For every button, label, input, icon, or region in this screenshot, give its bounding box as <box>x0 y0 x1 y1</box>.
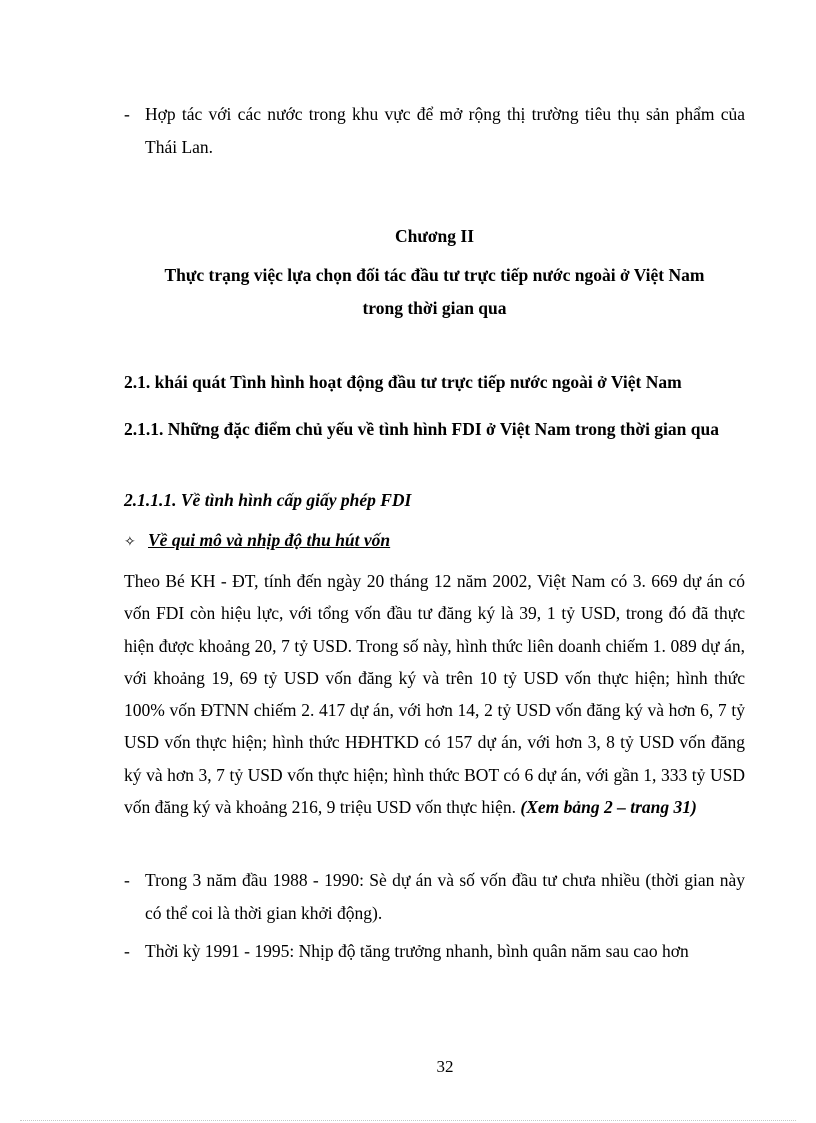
section-2-1-heading: 2.1. khái quát Tình hình hoạt động đầu tư trực tiếp nước ngoài ở Việt Nam <box>124 372 682 392</box>
intro-bullet <box>124 98 745 164</box>
bullet-1991-text: Thời kỳ 1991 - 1995: Nhịp độ tăng trưởng nhanh, bình quân năm sau cao hơn <box>145 941 689 961</box>
diamond-bullet-icon: ✧ <box>124 535 136 550</box>
bullet-dash: - <box>124 941 130 961</box>
chapter-label: Chương II <box>394 226 475 246</box>
intro-bullet-text: Hợp tác với các nước trong khu vực để mở rộng thị trường tiêu thụ sản phẩm của Thái Lan. <box>145 104 745 157</box>
chapter-title-line2: trong thời gian qua <box>362 298 507 318</box>
bullet-1991-1995 <box>124 935 745 968</box>
table-reference: (Xem bảng 2 – trang 31) <box>520 797 697 818</box>
footer-divider <box>20 1120 796 1121</box>
page-number: 32 <box>436 1057 454 1076</box>
subsection-title: Về qui mô và nhịp độ thu hút vốn <box>148 530 391 550</box>
bullet-1988-1990 <box>124 864 745 930</box>
chapter-title-line1: Thực trạng việc lựa chọn đối tác đầu tư trực tiếp nước ngoài ở Việt Nam <box>164 265 705 285</box>
bullet-1988-text: Trong 3 năm đầu 1988 - 1990: Sè dự án và số vốn đầu tư chưa nhiều (thời gian này có thể coi là thời gian khởi động). <box>145 870 745 923</box>
section-2-1-1-heading: 2.1.1. Những đặc điểm chủ yếu về tình hình FDI ở Việt Nam trong thời gian qua <box>124 419 719 439</box>
bullet-dash: - <box>124 104 130 124</box>
main-paragraph-text: Theo Bé KH - ĐT, tính đến ngày 20 tháng 12 năm 2002, Việt Nam có 3. 669 dự án có vốn FDI còn hiệu lực, với tổng vốn đầu tư đăng ký là 39, 1 tỷ USD, trong đó đã thực hiện được khoảng 20, 7 tỷ USD. Trong số này, hình thức liên doanh chiếm 1. 089 dự án, với khoảng 19, 69 tỷ USD vốn đăng ký và trên 10 tỷ USD vốn thực hiện; hình thức 100% vốn ĐTNN chiếm 2. 417 dự án, với hơn 14, 2 tỷ USD vốn đăng ký và hơn 6, 7 tỷ USD vốn thực hiện; hình thức HĐHTKD có 157 dự án, với hơn 3, 8 tỷ USD vốn đăng ký và hơn 3, 7 tỷ USD vốn thực hiện; hình thức BOT có 6 dự án, với gần 1, 333 tỷ USD vốn đăng ký và khoảng 216, 9 triệu USD vốn thực hiện. <box>124 571 745 818</box>
main-paragraph <box>124 565 745 823</box>
bullet-dash: - <box>124 870 130 890</box>
section-2-1-1-1-heading: 2.1.1.1. Về tình hình cấp giấy phép FDI <box>124 490 412 510</box>
subsection-heading <box>124 524 390 559</box>
